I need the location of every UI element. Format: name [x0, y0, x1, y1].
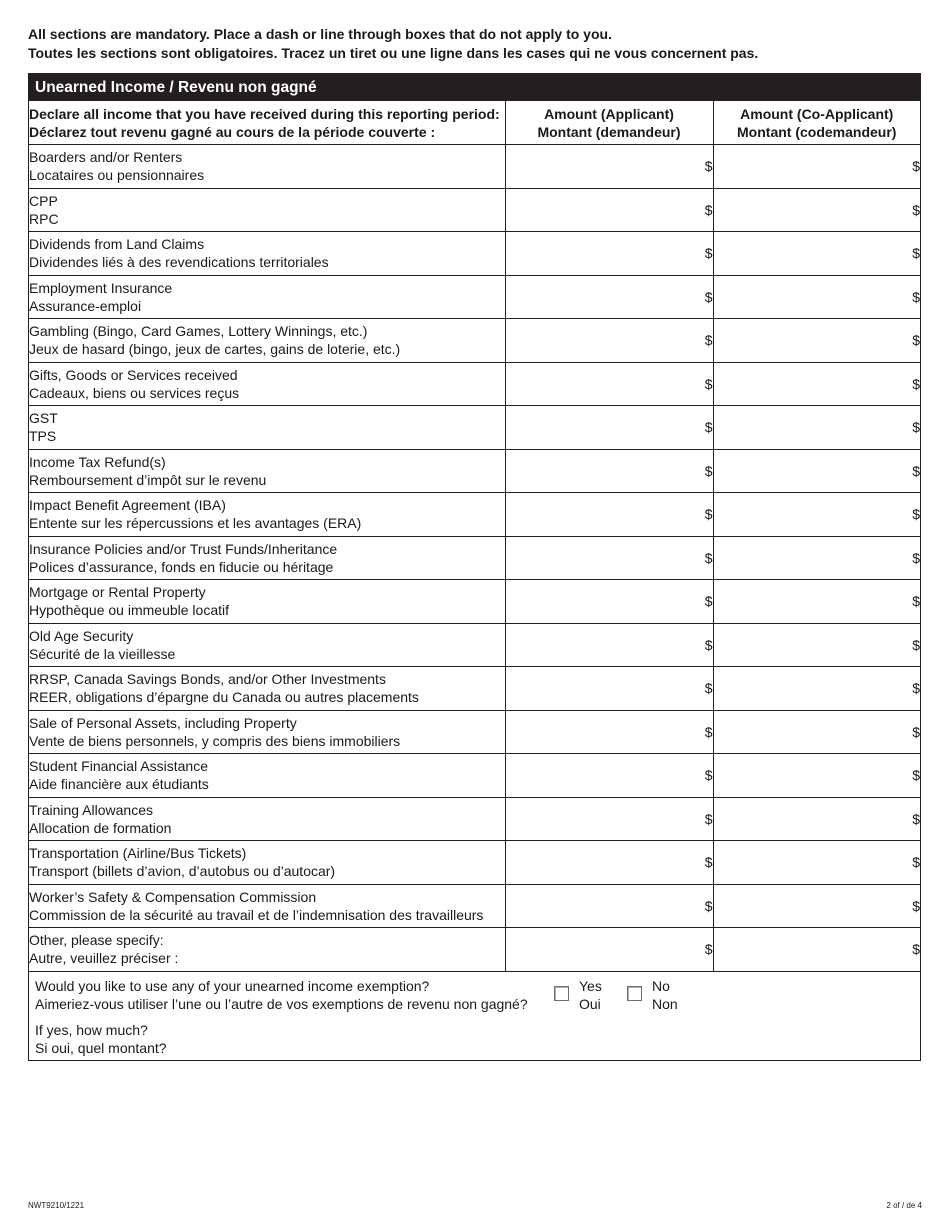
- dollar-sign: $: [704, 245, 713, 262]
- declare-header-french: Déclarez tout revenu gagné au cours de la période couverte :: [29, 123, 436, 140]
- income-row: [29, 449, 920, 493]
- applicant-amount-field[interactable]: [505, 797, 713, 841]
- income-type-english: Gambling (Bingo, Card Games, Lottery Winnings, etc.): [29, 323, 368, 340]
- income-type-label: [29, 841, 505, 885]
- income-type-french: Dividendes liés à des revendications territoriales: [29, 254, 329, 271]
- form-code: NWT9210/1221: [28, 1201, 85, 1210]
- coapplicant-amount-field[interactable]: [713, 232, 920, 276]
- income-type-english: Impact Benefit Agreement (IBA): [29, 497, 226, 514]
- income-type-label: [29, 232, 505, 276]
- coapplicant-amount-field[interactable]: [713, 928, 920, 972]
- income-row: [29, 754, 920, 798]
- applicant-amount-field[interactable]: [505, 536, 713, 580]
- income-type-english: Boarders and/or Renters: [29, 149, 183, 166]
- applicant-amount-field[interactable]: [505, 928, 713, 972]
- income-row: [29, 232, 920, 276]
- section-title: Unearned Income / Revenu non gagné: [29, 74, 920, 101]
- dollar-sign: $: [912, 332, 920, 349]
- coapplicant-amount-field[interactable]: [713, 406, 920, 450]
- income-type-french: Locataires ou pensionnaires: [29, 167, 205, 184]
- coapplicant-amount-field[interactable]: [713, 841, 920, 885]
- exemption-amount-question[interactable]: [35, 1021, 167, 1057]
- income-type-french: Autre, veuillez préciser :: [29, 950, 179, 967]
- income-row: [29, 797, 920, 841]
- income-row: [29, 406, 920, 450]
- unearned-income-section: [28, 73, 921, 1061]
- dollar-sign: $: [704, 158, 713, 175]
- yes-checkbox[interactable]: [554, 986, 569, 1001]
- dollar-sign: $: [704, 462, 713, 479]
- page-number: 2 of / de 4: [886, 1201, 922, 1210]
- income-type-english: Gifts, Goods or Services received: [29, 366, 238, 383]
- instructions-english: All sections are mandatory. Place a dash or line through boxes that do not apply to you.: [28, 26, 612, 42]
- income-type-label: [29, 493, 505, 537]
- applicant-amount-field[interactable]: [505, 362, 713, 406]
- applicant-amount-field[interactable]: [505, 884, 713, 928]
- income-type-english: Training Allowances: [29, 801, 153, 818]
- table-header-row: [29, 101, 920, 145]
- income-type-french: RPC: [29, 210, 59, 227]
- coapplicant-amount-field[interactable]: [713, 362, 920, 406]
- declare-header-english: Declare all income that you have received during this reporting period:: [29, 105, 500, 122]
- income-row: [29, 667, 920, 711]
- income-type-french: Transport (billets d’avion, d’autobus ou d’autocar): [29, 863, 336, 880]
- exemption-question-english: Would you like to use any of your unearned income exemption?: [35, 977, 430, 994]
- income-type-english: Other, please specify:: [29, 932, 164, 949]
- dollar-sign: $: [912, 158, 920, 175]
- coapplicant-amount-field[interactable]: [713, 145, 920, 189]
- income-row: [29, 928, 920, 972]
- income-row: [29, 536, 920, 580]
- applicant-amount-field[interactable]: [505, 145, 713, 189]
- coapplicant-amount-field[interactable]: [713, 710, 920, 754]
- coapplicant-amount-field[interactable]: [713, 623, 920, 667]
- dollar-sign: $: [704, 636, 713, 653]
- applicant-amount-field[interactable]: [505, 449, 713, 493]
- income-type-label: [29, 362, 505, 406]
- coapplicant-amount-field[interactable]: [713, 275, 920, 319]
- income-type-french: Aide financière aux étudiants: [29, 776, 209, 793]
- coapplicant-amount-field[interactable]: [713, 493, 920, 537]
- income-table: [29, 101, 920, 972]
- exemption-amount-french: Si oui, quel montant?: [35, 1039, 167, 1056]
- dollar-sign: $: [704, 854, 713, 871]
- dollar-sign: $: [704, 419, 713, 436]
- exemption-amount-english: If yes, how much?: [35, 1021, 148, 1038]
- dollar-sign: $: [704, 723, 713, 740]
- dollar-sign: $: [704, 810, 713, 827]
- yes-label-french: Oui: [579, 995, 601, 1012]
- applicant-amount-field[interactable]: [505, 275, 713, 319]
- dollar-sign: $: [912, 941, 920, 958]
- income-type-label: [29, 928, 505, 972]
- dollar-sign: $: [704, 593, 713, 610]
- income-type-label: [29, 406, 505, 450]
- dollar-sign: $: [912, 680, 920, 697]
- applicant-amount-field[interactable]: [505, 188, 713, 232]
- income-type-french: Polices d’assurance, fonds en fiducie ou héritage: [29, 558, 334, 575]
- exemption-question-french: Aimeriez-vous utiliser l’une ou l’autre de vos exemptions de revenu non gagné?: [35, 995, 528, 1012]
- dollar-sign: $: [704, 549, 713, 566]
- income-type-french: Vente de biens personnels, y compris des biens immobiliers: [29, 732, 401, 749]
- instructions: [28, 25, 928, 63]
- applicant-amount-field[interactable]: [505, 319, 713, 363]
- income-row: [29, 710, 920, 754]
- income-row: [29, 362, 920, 406]
- coapplicant-amount-field[interactable]: [713, 754, 920, 798]
- income-type-label: [29, 319, 505, 363]
- income-row: [29, 580, 920, 624]
- applicant-amount-header: [505, 101, 713, 145]
- yes-label: [579, 977, 602, 1013]
- dollar-sign: $: [704, 332, 713, 349]
- dollar-sign: $: [912, 854, 920, 871]
- income-type-french: TPS: [29, 428, 57, 445]
- income-type-french: Assurance-emploi: [29, 297, 142, 314]
- income-type-label: [29, 754, 505, 798]
- dollar-sign: $: [912, 636, 920, 653]
- dollar-sign: $: [912, 810, 920, 827]
- dollar-sign: $: [912, 245, 920, 262]
- instructions-french: Toutes les sections sont obligatoires. Tracez un tiret ou une ligne dans les cases qui ne vous concernent pas.: [28, 45, 759, 61]
- applicant-amount-field[interactable]: [505, 623, 713, 667]
- dollar-sign: $: [704, 375, 713, 392]
- dollar-sign: $: [704, 201, 713, 218]
- income-row: [29, 884, 920, 928]
- no-checkbox[interactable]: [627, 986, 642, 1001]
- dollar-sign: $: [912, 288, 920, 305]
- income-type-english: Sale of Personal Assets, including Property: [29, 714, 297, 731]
- income-type-english: Income Tax Refund(s): [29, 453, 166, 470]
- income-type-label: [29, 797, 505, 841]
- dollar-sign: $: [912, 506, 920, 523]
- declare-header: [29, 101, 505, 145]
- income-type-label: [29, 667, 505, 711]
- dollar-sign: $: [912, 375, 920, 392]
- income-type-english: Insurance Policies and/or Trust Funds/Inheritance: [29, 540, 338, 557]
- income-type-label: [29, 188, 505, 232]
- income-type-english: Transportation (Airline/Bus Tickets): [29, 845, 247, 862]
- income-type-label: [29, 275, 505, 319]
- income-row: [29, 145, 920, 189]
- income-type-english: Worker’s Safety & Compensation Commission: [29, 888, 317, 905]
- income-type-english: Mortgage or Rental Property: [29, 584, 206, 601]
- income-type-english: Student Financial Assistance: [29, 758, 208, 775]
- income-type-french: Jeux de hasard (bingo, jeux de cartes, gains de loterie, etc.): [29, 341, 401, 358]
- coapplicant-amount-field[interactable]: [713, 188, 920, 232]
- dollar-sign: $: [912, 419, 920, 436]
- applicant-amount-field[interactable]: [505, 667, 713, 711]
- coapplicant-amount-field[interactable]: [713, 667, 920, 711]
- dollar-sign: $: [704, 941, 713, 958]
- no-label-french: Non: [652, 995, 678, 1012]
- applicant-amount-field[interactable]: [505, 710, 713, 754]
- no-label: [652, 977, 678, 1013]
- dollar-sign: $: [912, 593, 920, 610]
- income-type-english: Dividends from Land Claims: [29, 236, 205, 253]
- income-row: [29, 319, 920, 363]
- income-type-french: Entente sur les répercussions et les avantages (ERA): [29, 515, 362, 532]
- exemption-question-area: [29, 972, 920, 1060]
- income-type-french: Allocation de formation: [29, 819, 172, 836]
- dollar-sign: $: [704, 897, 713, 914]
- income-row: [29, 623, 920, 667]
- applicant-amount-field[interactable]: [505, 754, 713, 798]
- exemption-question: [35, 977, 528, 1013]
- income-type-french: Hypothèque ou immeuble locatif: [29, 602, 230, 619]
- income-type-label: [29, 623, 505, 667]
- coapplicant-amount-field[interactable]: [713, 884, 920, 928]
- coapplicant-amount-header: [713, 101, 920, 145]
- income-type-french: Cadeaux, biens ou services reçus: [29, 384, 240, 401]
- yes-option[interactable]: [554, 977, 602, 1013]
- income-type-english: CPP: [29, 192, 58, 209]
- dollar-sign: $: [912, 897, 920, 914]
- coapplicant-amount-field[interactable]: [713, 449, 920, 493]
- income-type-french: Sécurité de la vieillesse: [29, 645, 176, 662]
- income-type-label: [29, 580, 505, 624]
- dollar-sign: $: [912, 549, 920, 566]
- applicant-amount-field[interactable]: [505, 841, 713, 885]
- income-type-english: GST: [29, 410, 58, 427]
- no-label-english: No: [652, 977, 670, 994]
- coapplicant-header-french: Montant (codemandeur): [737, 123, 897, 140]
- income-type-english: RRSP, Canada Savings Bonds, and/or Other Investments: [29, 671, 386, 688]
- no-option[interactable]: [627, 977, 678, 1013]
- coapplicant-amount-field[interactable]: [713, 580, 920, 624]
- income-type-label: [29, 710, 505, 754]
- coapplicant-header-english: Amount (Co-Applicant): [740, 105, 894, 122]
- income-type-english: Employment Insurance: [29, 279, 173, 296]
- coapplicant-amount-field[interactable]: [713, 797, 920, 841]
- income-row: [29, 493, 920, 537]
- yes-label-english: Yes: [579, 977, 602, 994]
- income-type-french: Remboursement d’impôt sur le revenu: [29, 471, 267, 488]
- applicant-amount-field[interactable]: [505, 232, 713, 276]
- income-type-english: Old Age Security: [29, 627, 134, 644]
- dollar-sign: $: [912, 462, 920, 479]
- dollar-sign: $: [912, 201, 920, 218]
- income-type-french: REER, obligations d’épargne du Canada ou autres placements: [29, 689, 419, 706]
- income-row: [29, 188, 920, 232]
- applicant-amount-field[interactable]: [505, 493, 713, 537]
- income-type-label: [29, 449, 505, 493]
- dollar-sign: $: [912, 767, 920, 784]
- income-row: [29, 275, 920, 319]
- income-type-label: [29, 884, 505, 928]
- income-type-french: Commission de la sécurité au travail et de l’indemnisation des travailleurs: [29, 906, 484, 923]
- dollar-sign: $: [704, 680, 713, 697]
- dollar-sign: $: [704, 506, 713, 523]
- income-row: [29, 841, 920, 885]
- dollar-sign: $: [912, 723, 920, 740]
- income-type-label: [29, 536, 505, 580]
- income-type-label: [29, 145, 505, 189]
- coapplicant-amount-field[interactable]: [713, 536, 920, 580]
- applicant-amount-field[interactable]: [505, 580, 713, 624]
- applicant-header-english: Amount (Applicant): [544, 105, 674, 122]
- dollar-sign: $: [704, 288, 713, 305]
- applicant-amount-field[interactable]: [505, 406, 713, 450]
- coapplicant-amount-field[interactable]: [713, 319, 920, 363]
- dollar-sign: $: [704, 767, 713, 784]
- applicant-header-french: Montant (demandeur): [537, 123, 681, 140]
